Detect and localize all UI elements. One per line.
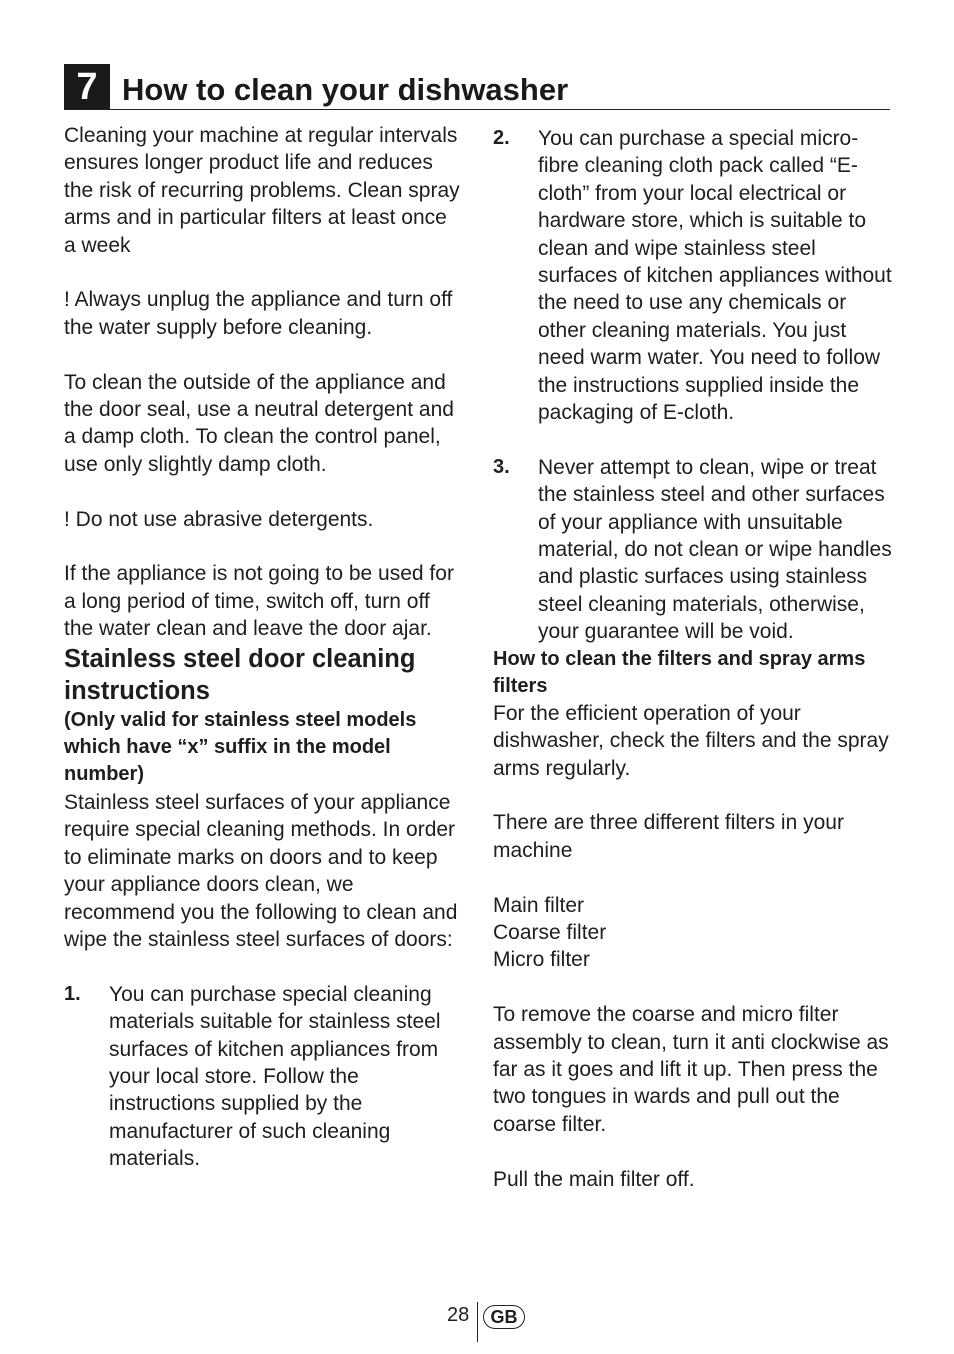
list-item-text: Never attempt to clean, wipe or treat the stainless steel and other surfaces of your appliance with unsuitable material, do not clean or wipe handles and plastic surfaces using stainless steel cleaning materials, otherwise, your guarantee will be void. [538,455,892,644]
stainless-note: (Only valid for stainless steel models which have “x” suffix in the model number) [64,708,417,786]
intro-paragraph: Cleaning your machine at regular intervals ensures longer product life and reduces the risk of recurring problems. Clean spray arms and in particular filters at least once a week [64,124,460,257]
left-column [64,122,462,1173]
long-period-paragraph: If the appliance is not going to be used for a long period of time, switch off, turn off the water clean and leave the door ajar. [64,562,454,641]
region-badge: GB [483,1305,525,1329]
list-item-text: You can purchase special cleaning materials suitable for stainless steel surfaces of kitchen appliances from your local store. Follow the instructions supplied by the manufacturer of such cleaning materials. [109,982,441,1171]
outside-cleaning-paragraph: To clean the outside of the appliance and the door seal, use a neutral detergent and a damp cloth. To clean the control panel, use only slightly damp cloth. [64,370,454,476]
title-divider [64,109,890,110]
list-item [493,454,893,646]
abrasive-warning: ! Do not use abrasive detergents. [64,507,374,531]
list-item-number: 1. [64,982,81,1005]
list-item-number: 3. [493,455,510,478]
three-filters-paragraph: There are three different filters in your machine [493,811,844,862]
filters-intro: For the efficient operation of your dishwasher, check the filters and the spray arms regularly. [493,701,889,780]
list-item [493,125,893,426]
list-item-text: You can purchase a special micro-fibre cleaning cloth pack called “E-cloth” from your local electrical or hardware store, which is suitable to clean and wipe stainless steel surfaces of kitchen appliances without the need to use any chemicals or other cleaning materials. You just need warm water. You need to follow the instructions supplied inside the packaging of E-cloth. [538,127,892,425]
page-number: 28 [447,1304,470,1326]
filters-heading: How to clean the filters and spray arms filters [493,647,866,697]
stainless-intro: Stainless steel surfaces of your appliance require special cleaning methods. In order to eliminate marks on doors and to keep your appliance doors clean, we recommend you the following to clean and wipe the stainless steel surfaces of doors: [64,790,458,951]
page-title: How to clean your dishwasher [122,72,569,107]
filter-micro: Micro filter [493,948,590,972]
list-item [64,981,462,1173]
footer-divider [477,1302,478,1342]
filter-coarse: Coarse filter [493,920,607,944]
right-column [493,125,893,1193]
chapter-number-badge: 7 [64,64,110,110]
pull-main-filter: Pull the main filter off. [493,1167,695,1191]
filter-main: Main filter [493,893,585,917]
remove-instructions: To remove the coarse and micro filter assembly to clean, turn it anti clockwise as far as it goes and lift it up. Then press the two tongues in wards and pull out the coarse filter. [493,1003,889,1136]
unplug-warning: ! Always unplug the appliance and turn off the water supply before cleaning. [64,288,453,339]
list-item-number: 2. [493,127,510,149]
stainless-heading: Stainless steel door cleaning instructions [64,644,416,705]
